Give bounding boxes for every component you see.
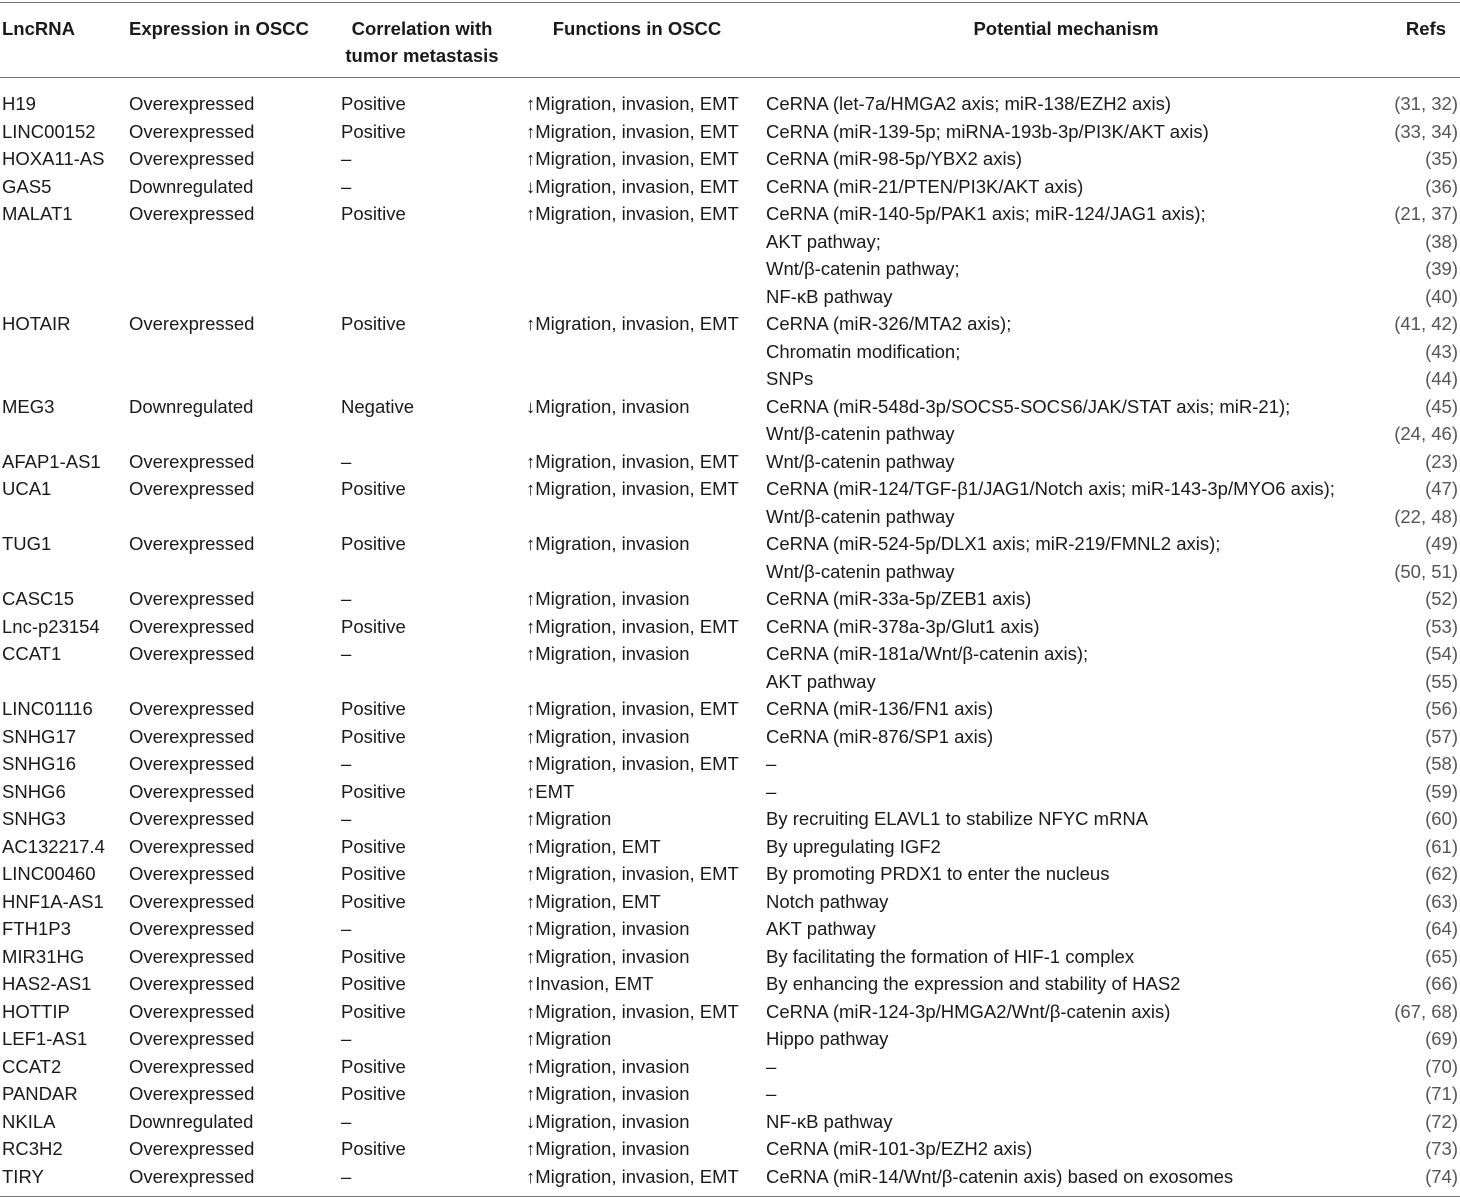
lncrna-cell: LINC00460 — [2, 863, 96, 884]
refs-cell: (59) — [1425, 780, 1458, 802]
table-row — [0, 970, 1460, 998]
table-row — [0, 1053, 1460, 1081]
lncrna-cell: TUG1 — [2, 533, 52, 554]
expression-cell: Overexpressed — [129, 698, 255, 719]
lncrna-cell: SNHG6 — [2, 780, 66, 802]
mechanism-cell: Chromatin modification; — [766, 340, 961, 362]
table-row — [0, 1025, 1460, 1053]
table-row — [0, 723, 1460, 751]
lncrna-cell: CASC15 — [2, 588, 74, 609]
functions-cell: ↑Migration, invasion, EMT — [526, 615, 739, 637]
table-row — [0, 778, 1460, 806]
mechanism-cell: Hippo pathway — [766, 1028, 889, 1049]
correlation-cell: Positive — [341, 698, 406, 719]
lncrna-cell: SNHG3 — [2, 808, 66, 829]
expression-cell: Overexpressed — [129, 1138, 255, 1159]
expression-cell: Overexpressed — [129, 890, 255, 912]
expression-cell: Overexpressed — [129, 1028, 255, 1049]
correlation-cell: Positive — [341, 1000, 406, 1022]
functions-cell: ↑Migration, invasion — [526, 725, 690, 747]
expression-cell: Overexpressed — [129, 753, 255, 774]
lncrna-cell: RC3H2 — [2, 1138, 63, 1159]
table-row — [0, 393, 1460, 421]
functions-cell: ↑Migration, invasion, EMT — [526, 93, 739, 114]
correlation-cell: Positive — [341, 1055, 406, 1077]
functions-cell: ↑Migration, invasion, EMT — [526, 698, 739, 719]
expression-cell: Overexpressed — [129, 478, 255, 499]
table-row — [0, 888, 1460, 916]
expression-cell: Overexpressed — [129, 863, 255, 884]
mechanism-cell: – — [766, 780, 777, 802]
mechanism-cell: AKT pathway — [766, 670, 876, 692]
table-row — [0, 173, 1460, 201]
table-row — [0, 90, 1460, 118]
lncrna-cell: TIRY — [2, 1165, 44, 1187]
expression-cell: Overexpressed — [129, 643, 255, 664]
functions-cell: ↑Migration, invasion, EMT — [526, 478, 739, 499]
expression-cell: Overexpressed — [129, 1083, 255, 1104]
functions-cell: ↓Migration, invasion — [526, 395, 690, 417]
mechanism-cell: CeRNA (let-7a/HMGA2 axis; miR-138/EZH2 axis) — [766, 93, 1172, 114]
header-mechanism: Potential mechanism — [973, 18, 1159, 39]
table-row — [0, 1108, 1460, 1136]
functions-cell: ↑Migration, invasion, EMT — [526, 120, 739, 142]
refs-cell: (54) — [1425, 643, 1458, 664]
functions-cell: ↑Migration, invasion, EMT — [526, 450, 739, 472]
lncrna-cell: SNHG17 — [2, 725, 77, 747]
expression-cell: Overexpressed — [129, 120, 255, 142]
expression-cell: Overexpressed — [129, 1055, 255, 1077]
mechanism-cell: – — [766, 1083, 777, 1104]
lncrna-cell: MEG3 — [2, 395, 55, 417]
lncrna-cell: UCA1 — [2, 478, 52, 499]
lncrna-cell: HOTTIP — [2, 1000, 70, 1022]
refs-cell: (49) — [1425, 533, 1458, 554]
expression-cell: Overexpressed — [129, 588, 255, 609]
correlation-cell: – — [341, 918, 352, 939]
table-row — [0, 365, 1460, 393]
mechanism-cell: NF-κB pathway — [766, 1110, 893, 1132]
expression-cell: Overexpressed — [129, 835, 255, 857]
refs-cell: (64) — [1425, 918, 1458, 939]
mechanism-cell: Wnt/β-catenin pathway — [766, 505, 955, 527]
correlation-cell: Positive — [341, 203, 406, 224]
table-row — [0, 998, 1460, 1026]
refs-cell: (36) — [1425, 175, 1458, 197]
functions-cell: ↓Migration, invasion — [526, 1110, 690, 1132]
mechanism-cell: CeRNA (miR-21/PTEN/PI3K/AKT axis) — [766, 175, 1084, 197]
expression-cell: Overexpressed — [129, 1165, 255, 1187]
mechanism-cell: By enhancing the expression and stability of HAS2 — [766, 973, 1181, 994]
refs-cell: (35) — [1425, 148, 1458, 169]
mechanism-cell: By promoting PRDX1 to enter the nucleus — [766, 863, 1110, 884]
expression-cell: Downregulated — [129, 395, 254, 417]
expression-cell: Overexpressed — [129, 93, 255, 114]
refs-cell: (56) — [1425, 698, 1458, 719]
expression-cell: Overexpressed — [129, 148, 255, 169]
functions-cell: ↑Migration — [526, 1028, 612, 1049]
table-row — [0, 805, 1460, 833]
refs-cell: (39) — [1425, 258, 1458, 279]
expression-cell: Overexpressed — [129, 808, 255, 829]
mechanism-cell: CeRNA (miR-98-5p/YBX2 axis) — [766, 148, 1022, 169]
table-row — [0, 283, 1460, 311]
refs-cell: (40) — [1425, 285, 1458, 307]
correlation-cell: – — [341, 175, 352, 197]
functions-cell: ↑Migration, invasion — [526, 945, 690, 967]
table-row — [0, 833, 1460, 861]
table-row — [0, 695, 1460, 723]
refs-cell: (44) — [1425, 368, 1458, 389]
refs-cell: (24, 46) — [1394, 423, 1458, 444]
table-row — [0, 420, 1460, 448]
lncrna-cell: CCAT2 — [2, 1055, 62, 1077]
refs-cell: (53) — [1425, 615, 1458, 637]
functions-cell: ↑Migration, invasion — [526, 1138, 690, 1159]
functions-cell: ↑Migration, invasion, EMT — [526, 753, 739, 774]
functions-cell: ↑Migration, invasion, EMT — [526, 148, 739, 169]
functions-cell: ↑Migration, invasion — [526, 1055, 690, 1077]
expression-cell: Overexpressed — [129, 313, 255, 334]
lncrna-cell: NKILA — [2, 1110, 56, 1132]
table-row — [0, 750, 1460, 778]
table-row — [0, 558, 1460, 586]
table-row — [0, 1080, 1460, 1108]
expression-cell: Overexpressed — [129, 450, 255, 472]
lncrna-cell: Lnc-p23154 — [2, 615, 100, 637]
mechanism-cell: CeRNA (miR-139-5p; miRNA-193b-3p/PI3K/AKT axis) — [766, 120, 1209, 142]
refs-cell: (74) — [1425, 1165, 1458, 1187]
correlation-cell: Positive — [341, 973, 406, 994]
functions-cell: ↑Migration, EMT — [526, 835, 661, 857]
correlation-cell: Positive — [341, 725, 406, 747]
mechanism-cell: SNPs — [766, 368, 814, 389]
lncrna-cell: MIR31HG — [2, 945, 85, 967]
mechanism-cell: NF-κB pathway — [766, 285, 893, 307]
header-correlation-line1: Correlation with — [351, 18, 493, 39]
correlation-cell: Positive — [341, 1138, 406, 1159]
table-row — [0, 1163, 1460, 1191]
refs-cell: (47) — [1425, 478, 1458, 499]
lncrna-cell: FTH1P3 — [2, 918, 71, 939]
correlation-cell: Positive — [341, 533, 406, 554]
table-row — [0, 255, 1460, 283]
correlation-cell: – — [341, 450, 352, 472]
lncrna-cell: MALAT1 — [2, 203, 73, 224]
table-row — [0, 200, 1460, 228]
refs-cell: (33, 34) — [1394, 120, 1458, 142]
correlation-cell: Positive — [341, 615, 406, 637]
refs-cell: (69) — [1425, 1028, 1458, 1049]
functions-cell: ↑Migration — [526, 808, 612, 829]
refs-cell: (52) — [1425, 588, 1458, 609]
table-top-rule — [0, 2, 1460, 3]
expression-cell: Overexpressed — [129, 1000, 255, 1022]
lncrna-cell: HOXA11-AS — [2, 148, 105, 169]
correlation-cell: – — [341, 588, 352, 609]
refs-cell: (21, 37) — [1394, 203, 1458, 224]
lncrna-cell: LINC01116 — [2, 698, 93, 719]
lncrna-cell: LEF1-AS1 — [2, 1028, 88, 1049]
expression-cell: Overexpressed — [129, 725, 255, 747]
header-lncrna: LncRNA — [2, 18, 75, 39]
correlation-cell: – — [341, 1028, 352, 1049]
refs-cell: (73) — [1425, 1138, 1458, 1159]
refs-cell: (60) — [1425, 808, 1458, 829]
mechanism-cell: Wnt/β-catenin pathway — [766, 423, 955, 444]
refs-cell: (22, 48) — [1394, 505, 1458, 527]
refs-cell: (72) — [1425, 1110, 1458, 1132]
lncrna-cell: GAS5 — [2, 175, 52, 197]
table-row — [0, 338, 1460, 366]
expression-cell: Overexpressed — [129, 973, 255, 994]
refs-cell: (41, 42) — [1394, 313, 1458, 334]
lncrna-cell: LINC00152 — [2, 120, 96, 142]
mechanism-cell: CeRNA (miR-140-5p/PAK1 axis; miR-124/JAG1 axis); — [766, 203, 1206, 224]
expression-cell: Overexpressed — [129, 780, 255, 802]
mechanism-cell: Wnt/β-catenin pathway — [766, 450, 955, 472]
table-row — [0, 503, 1460, 531]
header-expression: Expression in OSCC — [129, 18, 309, 39]
refs-cell: (23) — [1425, 450, 1458, 472]
refs-cell: (70) — [1425, 1055, 1458, 1077]
lncrna-cell: PANDAR — [2, 1083, 78, 1104]
correlation-cell: – — [341, 643, 352, 664]
refs-cell: (43) — [1425, 340, 1458, 362]
table-row — [0, 613, 1460, 641]
header-functions: Functions in OSCC — [552, 18, 722, 39]
functions-cell: ↑Migration, invasion — [526, 1083, 690, 1104]
functions-cell: ↑Migration, EMT — [526, 890, 661, 912]
functions-cell: ↑Migration, invasion, EMT — [526, 203, 739, 224]
mechanism-cell: CeRNA (miR-378a-3p/Glut1 axis) — [766, 615, 1040, 637]
functions-cell: ↑Invasion, EMT — [526, 973, 654, 994]
table-row — [0, 860, 1460, 888]
mechanism-cell: CeRNA (miR-124-3p/HMGA2/Wnt/β-catenin axis) — [766, 1000, 1171, 1022]
correlation-cell: – — [341, 753, 352, 774]
functions-cell: ↑Migration, invasion — [526, 588, 690, 609]
correlation-cell: – — [341, 1110, 352, 1132]
lncrna-cell: H19 — [2, 93, 36, 114]
table-row — [0, 530, 1460, 558]
mechanism-cell: Wnt/β-catenin pathway — [766, 560, 955, 582]
mechanism-cell: Wnt/β-catenin pathway; — [766, 258, 960, 279]
functions-cell: ↑EMT — [526, 780, 575, 802]
expression-cell: Overexpressed — [129, 615, 255, 637]
mechanism-cell: CeRNA (miR-124/TGF-β1/JAG1/Notch axis; miR-143-3p/MYO6 axis); — [766, 478, 1335, 499]
mechanism-cell: By facilitating the formation of HIF-1 complex — [766, 945, 1135, 967]
table-row — [0, 640, 1460, 668]
table-row — [0, 585, 1460, 613]
correlation-cell: – — [341, 1165, 352, 1187]
correlation-cell: Positive — [341, 120, 406, 142]
lncrna-cell: SNHG16 — [2, 753, 77, 774]
functions-cell: ↑Migration, invasion, EMT — [526, 863, 739, 884]
mechanism-cell: AKT pathway — [766, 918, 876, 939]
correlation-cell: Positive — [341, 478, 406, 499]
functions-cell: ↑Migration, invasion, EMT — [526, 1000, 739, 1022]
mechanism-cell: AKT pathway; — [766, 230, 881, 252]
table-body — [0, 90, 1460, 1190]
functions-cell: ↓Migration, invasion, EMT — [526, 175, 739, 197]
header-divider-rule — [0, 77, 1460, 78]
refs-cell: (57) — [1425, 725, 1458, 747]
correlation-cell: Positive — [341, 835, 406, 857]
refs-cell: (58) — [1425, 753, 1458, 774]
table-row — [0, 668, 1460, 696]
correlation-cell: Positive — [341, 313, 406, 334]
mechanism-cell: CeRNA (miR-326/MTA2 axis); — [766, 313, 1012, 334]
refs-cell: (31, 32) — [1394, 93, 1458, 114]
correlation-cell: Positive — [341, 1083, 406, 1104]
refs-cell: (63) — [1425, 890, 1458, 912]
functions-cell: ↑Migration, invasion — [526, 643, 690, 664]
mechanism-cell: By recruiting ELAVL1 to stabilize NFYC mRNA — [766, 808, 1149, 829]
table-row — [0, 475, 1460, 503]
mechanism-cell: CeRNA (miR-181a/Wnt/β-catenin axis); — [766, 643, 1089, 664]
expression-cell: Overexpressed — [129, 945, 255, 967]
refs-cell: (45) — [1425, 395, 1458, 417]
functions-cell: ↑Migration, invasion — [526, 533, 690, 554]
mechanism-cell: CeRNA (miR-876/SP1 axis) — [766, 725, 994, 747]
refs-cell: (38) — [1425, 230, 1458, 252]
correlation-cell: – — [341, 808, 352, 829]
lncrna-cell: CCAT1 — [2, 643, 62, 664]
refs-cell: (66) — [1425, 973, 1458, 994]
correlation-cell: Positive — [341, 93, 406, 114]
mechanism-cell: CeRNA (miR-548d-3p/SOCS5-SOCS6/JAK/STAT axis; miR-21); — [766, 395, 1291, 417]
table-row — [0, 1135, 1460, 1163]
table-bottom-rule — [0, 1196, 1460, 1197]
correlation-cell: Negative — [341, 395, 415, 417]
correlation-cell: Positive — [341, 890, 406, 912]
mechanism-cell: CeRNA (miR-33a-5p/ZEB1 axis) — [766, 588, 1032, 609]
lncrna-cell: HNF1A-AS1 — [2, 890, 104, 912]
expression-cell: Overexpressed — [129, 203, 255, 224]
table-row — [0, 145, 1460, 173]
lncrna-cell: AFAP1-AS1 — [2, 450, 101, 472]
refs-cell: (65) — [1425, 945, 1458, 967]
expression-cell: Downregulated — [129, 1110, 254, 1132]
expression-cell: Overexpressed — [129, 918, 255, 939]
mechanism-cell: CeRNA (miR-14/Wnt/β-catenin axis) based on exosomes — [766, 1165, 1234, 1187]
correlation-cell: Positive — [341, 945, 406, 967]
mechanism-cell: – — [766, 753, 777, 774]
mechanism-cell: CeRNA (miR-524-5p/DLX1 axis; miR-219/FMNL2 axis); — [766, 533, 1221, 554]
functions-cell: ↑Migration, invasion, EMT — [526, 1165, 739, 1187]
refs-cell: (55) — [1425, 670, 1458, 692]
refs-cell: (71) — [1425, 1083, 1458, 1104]
header-refs: Refs — [1405, 18, 1446, 39]
mechanism-cell: By upregulating IGF2 — [766, 835, 941, 857]
mechanism-cell: – — [766, 1055, 777, 1077]
table-row — [0, 448, 1460, 476]
refs-cell: (67, 68) — [1394, 1000, 1458, 1022]
mechanism-cell: CeRNA (miR-101-3p/EZH2 axis) — [766, 1138, 1033, 1159]
table-row — [0, 118, 1460, 146]
mechanism-cell: CeRNA (miR-136/FN1 axis) — [766, 698, 994, 719]
lncrna-cell: HAS2-AS1 — [2, 973, 92, 994]
expression-cell: Overexpressed — [129, 533, 255, 554]
table-row — [0, 310, 1460, 338]
mechanism-cell: Notch pathway — [766, 890, 889, 912]
lncrna-cell: HOTAIR — [2, 313, 71, 334]
functions-cell: ↑Migration, invasion — [526, 918, 690, 939]
functions-cell: ↑Migration, invasion, EMT — [526, 313, 739, 334]
correlation-cell: Positive — [341, 863, 406, 884]
lncrna-cell: AC132217.4 — [2, 835, 105, 857]
refs-cell: (62) — [1425, 863, 1458, 884]
refs-cell: (61) — [1425, 835, 1458, 857]
header-correlation — [333, 15, 511, 69]
correlation-cell: Positive — [341, 780, 406, 802]
refs-cell: (50, 51) — [1394, 560, 1458, 582]
correlation-cell: – — [341, 148, 352, 169]
table-row — [0, 943, 1460, 971]
expression-cell: Downregulated — [129, 175, 254, 197]
table-row — [0, 915, 1460, 943]
table-row — [0, 228, 1460, 256]
header-correlation-line2: tumor metastasis — [345, 45, 499, 66]
